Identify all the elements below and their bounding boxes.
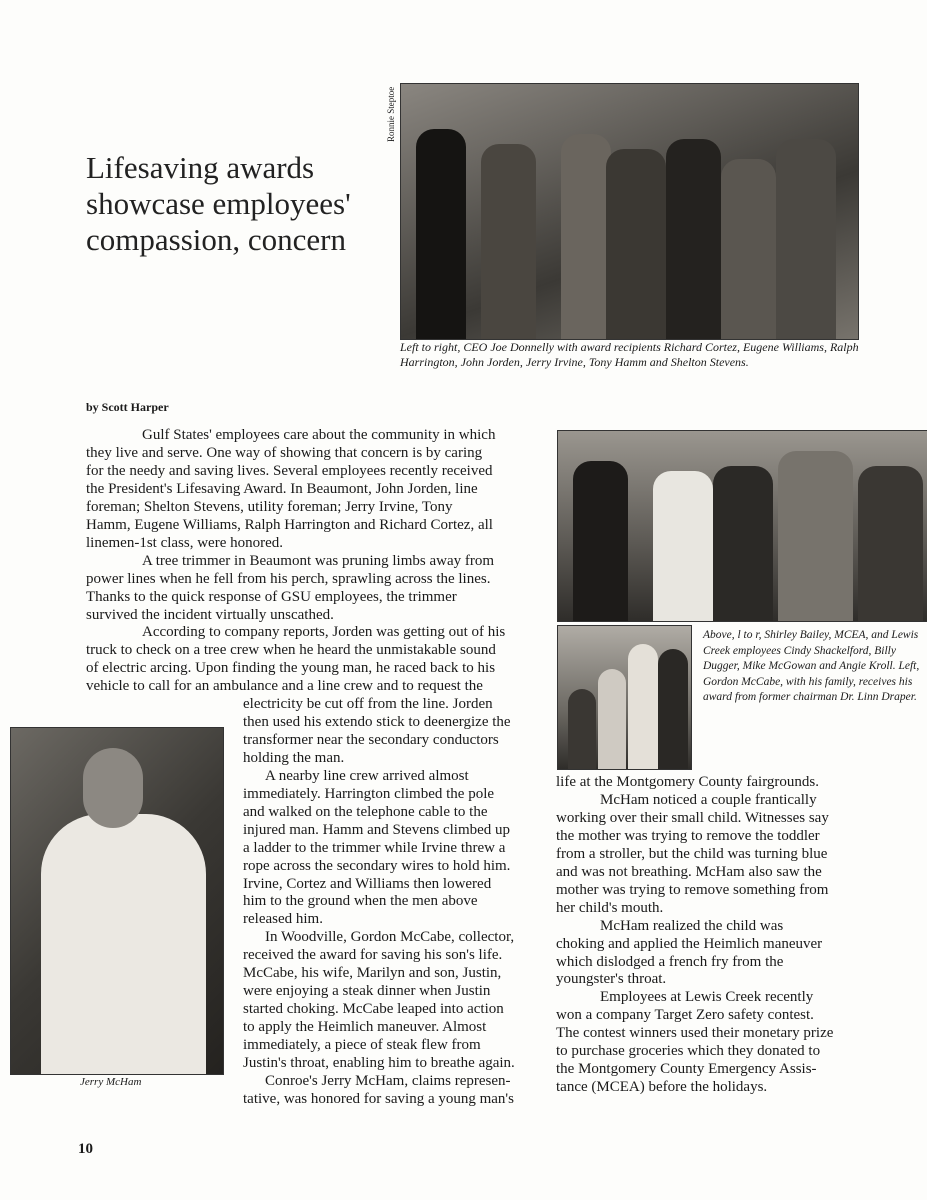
text-line: power lines when he fell from his perch, sprawling across the lines.: [86, 570, 491, 587]
photo-mccabe-family: [557, 625, 692, 770]
text-line: transformer near the secondary conductors: [243, 731, 499, 748]
text-line: were enjoying a steak dinner when Justin: [243, 983, 491, 1000]
text-line: the President's Lifesaving Award. In Beaumont, John Jorden, line: [86, 480, 478, 497]
text-line: won a company Target Zero safety contest.: [556, 1007, 814, 1024]
text-line: life at the Montgomery County fairgrounds.: [556, 774, 820, 790]
headline: [86, 150, 351, 258]
text-line: working over their small child. Witnesses say: [556, 809, 829, 826]
photo-award-recipients: [400, 83, 859, 340]
text-line: truck to check on a tree crew when he heard the unmistakable sound: [86, 642, 496, 659]
text-line: him to the ground when the men above: [243, 893, 478, 910]
headline-line: showcase employees': [86, 186, 351, 221]
text-line: her child's mouth.: [556, 899, 664, 916]
text-line: Irvine, Cortez and Williams then lowered: [243, 875, 492, 892]
photo-jerry-mcham: [10, 727, 224, 1075]
byline: by Scott Harper: [86, 400, 169, 414]
text-line: In Woodville, Gordon McCabe, collector,: [265, 929, 515, 946]
text-line: Hamm, Eugene Williams, Ralph Harrington and Richard Cortez, all: [86, 516, 493, 533]
text-line: McCabe, his wife, Marilyn and son, Justin,: [243, 965, 502, 982]
text-line: to apply the Heimlich maneuver. Almost: [243, 1019, 487, 1036]
text-line: Conroe's Jerry McHam, claims represen-: [265, 1073, 511, 1090]
text-line: rope across the secondary wires to hold him.: [243, 857, 511, 874]
text-line: which dislodged a french fry from the: [556, 953, 784, 970]
text-line: foreman; Shelton Stevens, utility foreman; Jerry Irvine, Tony: [86, 498, 453, 515]
text-line: youngster's throat.: [556, 971, 667, 988]
text-line: and walked on the telephone cable to the: [243, 803, 488, 820]
text-line: from a stroller, but the child was turning blue: [556, 845, 828, 862]
text-line: to purchase groceries which they donated to: [556, 1043, 821, 1060]
article-text-right-column: [556, 774, 866, 1097]
text-line: then used his extendo stick to deenergize the: [243, 713, 511, 730]
text-line: they live and serve. One way of showing that concern is by caring: [86, 444, 483, 461]
text-line: A nearby line crew arrived almost: [265, 767, 469, 784]
text-line: received the award for saving his son's life.: [243, 947, 503, 964]
text-line: McHam noticed a couple frantically: [600, 791, 817, 808]
text-line: holding the man.: [243, 749, 345, 766]
text-line: the Montgomery County Emergency Assis-: [556, 1061, 817, 1078]
text-line: McHam realized the child was: [600, 917, 784, 934]
page-number: 10: [78, 1141, 93, 1157]
text-line: Thanks to the quick response of GSU employees, the trimmer: [86, 588, 457, 605]
caption-side-photos: Above, l to r, Shirley Bailey, MCEA, and Lewis Creek employees Cindy Shackelford, Billy Dugger, Mike McGowan and Angie Kroll. Left, Gordon McCabe, with his family, receives his award from former chairman Dr. Linn Draper.: [703, 629, 920, 703]
text-line: and was not breathing. McHam also saw the: [556, 863, 822, 880]
text-line: started choking. McCabe leaped into action: [243, 1001, 504, 1018]
text-line: for the needy and saving lives. Several employees recently received: [86, 462, 493, 479]
text-line: Justin's throat, enabling him to breathe again.: [243, 1055, 515, 1072]
text-line: electricity be cut off from the line. Jorden: [243, 696, 493, 712]
headline-line: Lifesaving awards: [86, 150, 315, 185]
text-line: A tree trimmer in Beaumont was pruning limbs away from: [142, 552, 495, 569]
text-line: released him.: [243, 911, 323, 928]
text-line: choking and applied the Heimlich maneuver: [556, 935, 823, 952]
text-line: survived the incident virtually unscathed.: [86, 606, 334, 623]
text-line: the mother was trying to remove the toddler: [556, 827, 820, 844]
text-line: tance (MCEA) before the holidays.: [556, 1079, 768, 1096]
text-line: of electric arcing. Upon finding the young man, he raced back to his: [86, 660, 496, 677]
headline-line: compassion, concern: [86, 222, 346, 257]
text-line: mother was trying to remove something from: [556, 881, 829, 898]
text-line: vehicle to call for an ambulance and a line crew and to request the: [86, 678, 483, 695]
text-line: injured man. Hamm and Stevens climbed up: [243, 821, 511, 838]
article-text-middle-column: [243, 696, 539, 1109]
text-line: immediately, a piece of steak flew from: [243, 1037, 481, 1054]
caption-top-photo: Left to right, CEO Joe Donnelly with award recipients Richard Cortez, Eugene Williams, Ralph Harrington, John Jorden, Jerry Irvine, Tony Hamm and Shelton Stevens.: [400, 340, 859, 369]
text-line: a ladder to the trimmer while Irvine threw a: [243, 839, 506, 856]
caption-jerry-mcham: Jerry McHam: [80, 1076, 142, 1088]
article-text-top: [86, 427, 538, 696]
text-line: linemen-1st class, were honored.: [86, 534, 284, 551]
photo-credit: Ronnie Steptoe: [386, 86, 396, 142]
text-line: According to company reports, Jorden was getting out of his: [142, 624, 506, 641]
text-line: Employees at Lewis Creek recently: [600, 989, 814, 1006]
photo-lewis-creek-employees: [557, 430, 927, 622]
text-line: tative, was honored for saving a young man's: [243, 1090, 514, 1107]
text-line: Gulf States' employees care about the community in which: [142, 427, 496, 443]
text-line: The contest winners used their monetary prize: [556, 1025, 834, 1042]
text-line: immediately. Harrington climbed the pole: [243, 785, 495, 802]
